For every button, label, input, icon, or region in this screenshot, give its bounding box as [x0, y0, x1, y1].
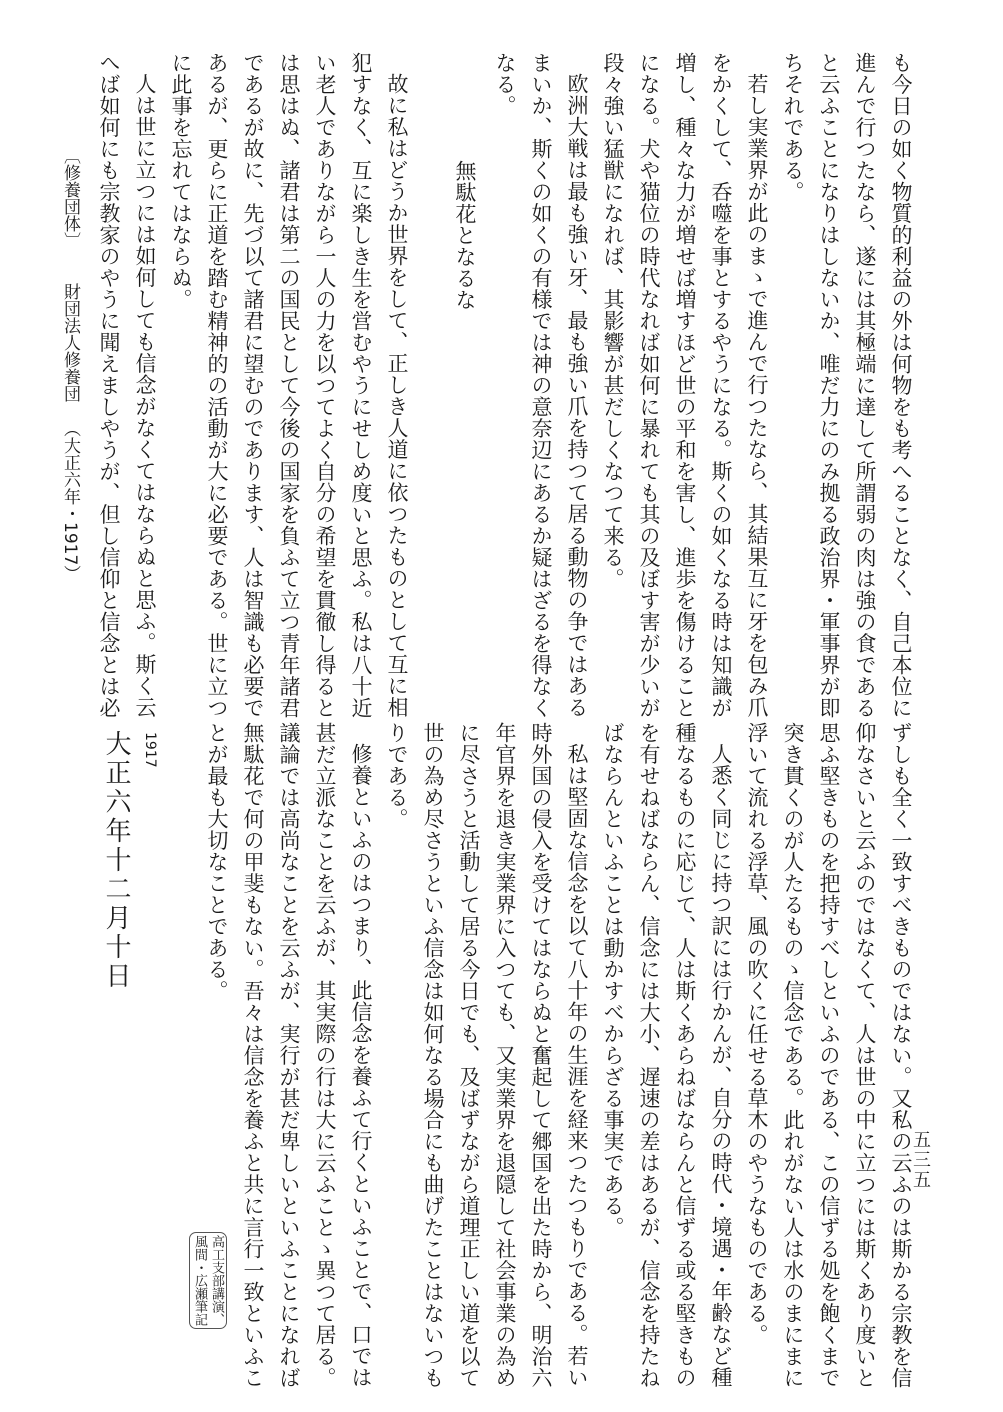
section-heading: 無駄花となるな — [453, 160, 477, 311]
text-line: ばならんといふことは動かすべからざる事実である。 — [601, 722, 625, 1238]
source-credit — [58, 147, 83, 582]
text-line: 甚だ立派なことを云ふが、其実際の行は大に云ふことゝ異つて居る。 — [313, 722, 337, 1389]
text-line: 修養といふのはつまり、此信念を養ふて行くといふことで、口では — [349, 743, 373, 1388]
text-line: 仰なさいと云ふのではなくて、人は世の中に立つには斯くあり度いと — [853, 722, 877, 1389]
source-organization: 財団法人修養団 — [60, 283, 80, 402]
date-year-ad: 1917 — [142, 732, 158, 768]
text-line: 人は世に立つには如何しても信念がなくてはならぬと思ふ。斯く云 — [133, 73, 157, 718]
text-line: 議論では高尚なことを云ふが、実行が甚だ卑しいといふことになれば — [277, 722, 301, 1389]
text-line: を有せねばならん、信念には大小、遅速の差はあるが、信念を持たね — [637, 722, 661, 1389]
text-line: であるが故に、先づ以て諸君に望むのであります、人は智識も必要で — [241, 52, 265, 719]
text-block-top — [91, 52, 919, 719]
text-line: に尽さうと活動して居る今日でも、及ばずながら道理正しい道を以て — [457, 722, 481, 1389]
text-line: りである。 — [385, 722, 409, 830]
source-publication: 〔修養団体〕 — [60, 147, 80, 249]
text-line: 若し実業界が此のまゝで進んで行つたなら、其結果互に牙を包み爪 — [745, 73, 769, 718]
text-line: 犯すなく、互に楽しき生を営むやうにせしめ度いと思ふ。私は八十近 — [349, 52, 373, 719]
text-line: ちそれである。 — [781, 52, 805, 203]
text-line: 段々強い猛獣になれば、其影響が甚だしくなつて来る。 — [601, 52, 625, 590]
text-line — [451, 52, 487, 672]
text-line: 故に私はどうか世界をして、正しき人道に依つたものとして互に相 — [385, 73, 409, 718]
text-line: と云ふことになりはしないか、唯だ力にのみ拠る政治界・軍事界が即 — [817, 52, 841, 719]
text-line: まいか、斯くの如くの有様では神の意奈辺にあるか疑はざるを得なく — [529, 52, 553, 719]
text-block-bottom — [199, 722, 919, 1389]
text-line: は思はぬ、諸君は第二の国民として今後の国家を負ふて立つ青年諸君 — [277, 52, 301, 719]
text-line: 思ふ堅きものを把持すべしといふのである、この信ずる処を飽くまで — [817, 722, 841, 1389]
lecture-note-line: 高工支部講演、 — [209, 1235, 224, 1326]
text-line — [415, 52, 451, 672]
text-line: 時外国の侵入を受けてはならぬと奮起して郷国を出た時から、明治六 — [529, 722, 553, 1389]
date-line: 大正六年十二月十日 — [101, 730, 131, 991]
text-line: 種なるものに応じて、人は斯くあらねばならんと信ずる或る堅きもの — [673, 722, 697, 1389]
text-line: 突き貫くのが人たるものゝ信念である。此れがない人は水のまにまに — [781, 722, 805, 1389]
text-line: 世の為め尽さうといふ信念は如何なる場合にも曲げたことはないつも — [421, 722, 445, 1389]
text-line: になる。犬や猫位の時代なれば如何に暴れても其の及ぼす害が少いが — [637, 52, 661, 719]
text-line: ずしも全く一致すべきものではない。又私の云ふのは斯かる宗教を信 — [889, 722, 913, 1389]
text-line: 欧洲大戦は最も強い牙、最も強い爪を持つて居る動物の争ではある — [565, 73, 589, 718]
text-line: い老人でありながら一人の力を以つてよく自分の希望を貫徹し得ると — [313, 52, 337, 719]
text-line: 無駄花で何の甲斐もない。吾々は信念を養ふと共に言行一致といふこ — [241, 722, 265, 1389]
text-line: も今日の如く物質的利益の外は何物をも考へることなく、自己本位に — [889, 52, 913, 719]
lecture-note — [189, 1232, 227, 1329]
source-era: （大正六年・1917） — [60, 420, 80, 583]
text-line: 私は堅固な信念を以て八十年の生涯を経来つたつもりである。若い — [565, 743, 589, 1388]
text-line: 浮いて流れる浮草、風の吹くに任せる草木のやうなものである。 — [745, 722, 769, 1346]
text-line: なる。 — [493, 52, 517, 117]
text-line: 進んで行つたなら、遂には其極端に達して所謂弱の肉は強の食である — [853, 52, 877, 719]
text-line: 人悉く同じに持つ訳には行かんが、自分の時代・境遇・年齢など種 — [709, 743, 733, 1388]
page-number: 五三五 — [910, 1130, 931, 1190]
text-line: に此事を忘れてはならぬ。 — [169, 52, 193, 310]
text-line: 年官界を退き実業界に入つても、又実業界を退隠して社会事業の為め — [493, 722, 517, 1389]
text-line: とが最も大切なことである。 — [205, 722, 229, 1002]
text-line: あるが、更らに正道を踏む精神的の活動が大に必要である。世に立つ — [205, 52, 229, 719]
text-line: 増し、種々な力が増せば増すほど世の平和を害し、進歩を傷けること — [673, 52, 697, 719]
text-line: をかくして、呑噬を事とするやうになる。斯くの如くなる時は知識が — [709, 52, 733, 719]
lecture-note-line: 風間・広瀬筆記 — [192, 1235, 207, 1326]
text-line: へば如何にも宗教家のやうに聞えましやうが、但し信仰と信念とは必 — [97, 52, 121, 719]
